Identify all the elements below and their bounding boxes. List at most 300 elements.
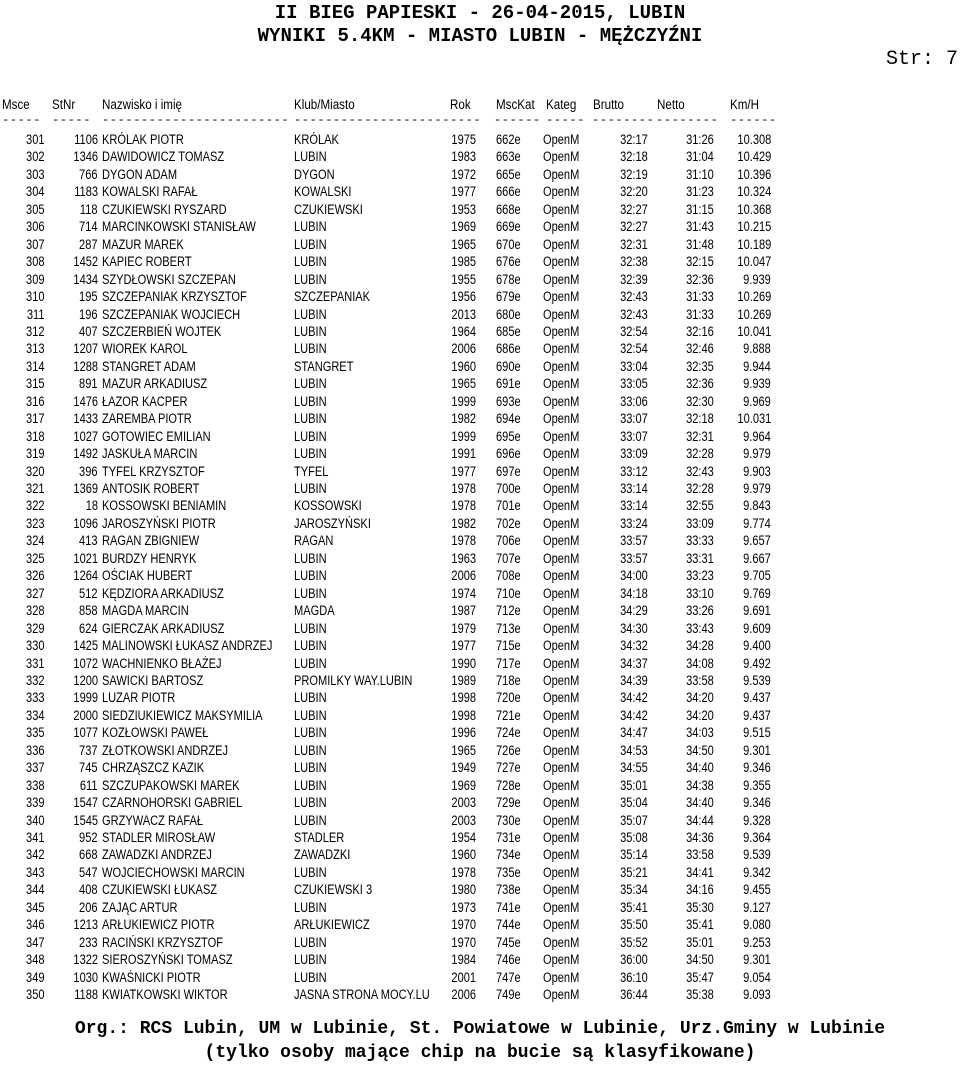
cell-gross-time: 33:04 (620, 358, 648, 374)
cell-place: 336 (26, 742, 45, 758)
cell-gross-time: 35:41 (620, 899, 648, 915)
cell-gross-time: 32:39 (620, 271, 648, 287)
table-header (0, 96, 960, 113)
cell-speed: 9.342 (743, 864, 771, 880)
cell-year: 1977 (451, 638, 476, 653)
cell-net-time: 34:40 (686, 795, 714, 811)
cell-category: OpenM (543, 655, 580, 671)
cell-speed: 10.269 (737, 306, 771, 322)
cell-net-time: 35:38 (686, 987, 714, 1002)
cell-category-place: 693e (496, 393, 521, 409)
cell-gross-time: 34:53 (620, 742, 648, 758)
cell-year: 1965 (451, 236, 476, 252)
cell-category-place: 666e (496, 184, 521, 200)
cell-place: 310 (26, 289, 45, 304)
cell-category-place: 679e (496, 289, 521, 304)
cell-speed: 9.355 (743, 777, 771, 793)
cell-category: OpenM (543, 952, 580, 968)
cell-gross-time: 32:20 (620, 184, 648, 200)
cell-club: LUBIN (294, 690, 327, 706)
cell-category-place: 749e (496, 987, 521, 1002)
cell-year: 1982 (451, 515, 476, 531)
cell-club: STADLER (294, 830, 345, 845)
cell-speed: 9.769 (743, 585, 771, 601)
cell-category: OpenM (543, 725, 580, 741)
cell-year: 1980 (451, 882, 476, 898)
cell-net-time: 31:10 (686, 166, 714, 182)
cell-place: 308 (26, 254, 45, 270)
cell-year: 1999 (451, 428, 476, 444)
cell-name: SAWICKI BARTOSZ (102, 672, 204, 688)
cell-name: ZŁOTKOWSKI ANDRZEJ (102, 742, 229, 758)
cell-speed: 10.189 (737, 236, 771, 252)
cell-club: LUBIN (294, 760, 327, 776)
cell-start-number: 512 (79, 585, 98, 601)
cell-category-place: 734e (496, 847, 521, 863)
table-row (0, 707, 960, 724)
cell-gross-time: 35:01 (620, 777, 648, 793)
cell-year: 1985 (451, 254, 476, 270)
cell-year: 1974 (451, 585, 476, 601)
cell-net-time: 32:36 (686, 376, 714, 392)
cell-start-number: 1213 (73, 917, 98, 933)
table-row (0, 428, 960, 445)
header-club: Klub/Miasto (294, 97, 355, 112)
cell-net-time: 32:55 (686, 498, 714, 514)
cell-category-place: 663e (496, 149, 521, 165)
cell-gross-time: 34:39 (620, 672, 648, 688)
cell-net-time: 35:47 (686, 969, 714, 985)
cell-club: JASNA STRONA MOCY.LU (294, 987, 430, 1002)
cell-name: KWIATKOWSKI WIKTOR (102, 987, 228, 1002)
cell-year: 1965 (451, 376, 476, 392)
cell-gross-time: 32:54 (620, 323, 648, 339)
table-row (0, 812, 960, 829)
cell-place: 314 (26, 358, 45, 374)
cell-club: LUBIN (294, 411, 327, 427)
cell-category: OpenM (543, 550, 580, 566)
cell-category: OpenM (543, 760, 580, 776)
cell-start-number: 1425 (73, 638, 98, 653)
cell-net-time: 35:01 (686, 934, 714, 950)
cell-start-number: 413 (79, 533, 98, 549)
cell-category-place: 726e (496, 742, 521, 758)
cell-gross-time: 32:27 (620, 219, 648, 235)
table-row (0, 463, 960, 480)
cell-year: 1960 (451, 358, 476, 374)
cell-category-place: 676e (496, 254, 521, 270)
cell-club: RAGAN (294, 533, 334, 549)
cell-speed: 9.400 (743, 638, 771, 653)
cell-year: 1999 (451, 393, 476, 409)
cell-speed: 9.939 (743, 376, 771, 392)
cell-club: STANGRET (294, 358, 354, 374)
cell-place: 338 (26, 777, 45, 793)
cell-speed: 9.492 (743, 655, 771, 671)
cell-start-number: 1200 (73, 672, 98, 688)
cell-category: OpenM (543, 742, 580, 758)
separator: ---- (450, 113, 482, 127)
cell-category: OpenM (543, 795, 580, 811)
cell-gross-time: 36:44 (620, 987, 648, 1002)
cell-category-place: 720e (496, 690, 521, 706)
header-year: Rok (450, 97, 471, 112)
header-gross-time: Brutto (593, 97, 624, 112)
cell-category-place: 712e (496, 603, 521, 619)
cell-net-time: 35:30 (686, 899, 714, 915)
cell-speed: 9.346 (743, 795, 771, 811)
cell-year: 2001 (451, 969, 476, 985)
cell-net-time: 34:28 (686, 638, 714, 653)
table-row (0, 672, 960, 689)
cell-start-number: 1288 (73, 358, 98, 374)
table-row (0, 881, 960, 898)
cell-year: 1979 (451, 620, 476, 636)
cell-year: 1987 (451, 603, 476, 619)
cell-gross-time: 32:17 (620, 132, 648, 147)
cell-year: 1953 (451, 201, 476, 217)
cell-category-place: 686e (496, 341, 521, 357)
cell-name: WIOREK KAROL (102, 341, 188, 357)
table-row (0, 969, 960, 986)
cell-category: OpenM (543, 620, 580, 636)
cell-category: OpenM (543, 812, 580, 828)
cell-start-number: 1492 (73, 446, 98, 462)
cell-name: MALINOWSKI ŁUKASZ ANDRZEJ (102, 638, 273, 653)
cell-year: 1972 (451, 166, 476, 182)
cell-category-place: 741e (496, 899, 521, 915)
cell-gross-time: 33:09 (620, 446, 648, 462)
cell-gross-time: 34:32 (620, 638, 648, 653)
table-row (0, 480, 960, 497)
cell-gross-time: 35:04 (620, 795, 648, 811)
cell-name: SZCZUPAKOWSKI MAREK (102, 777, 240, 793)
cell-year: 1975 (451, 132, 476, 147)
cell-speed: 9.609 (743, 620, 771, 636)
cell-category: OpenM (543, 393, 580, 409)
cell-place: 341 (26, 830, 45, 845)
cell-club: LUBIN (294, 620, 327, 636)
cell-name: ARŁUKIEWICZ PIOTR (102, 917, 215, 933)
cell-place: 318 (26, 428, 45, 444)
cell-net-time: 33:26 (686, 603, 714, 619)
cell-speed: 9.888 (743, 341, 771, 357)
cell-category: OpenM (543, 306, 580, 322)
cell-club: CZUKIEWSKI (294, 201, 363, 217)
cell-speed: 9.093 (743, 987, 771, 1002)
cell-year: 1964 (451, 323, 476, 339)
cell-net-time: 34:38 (686, 777, 714, 793)
cell-club: LUBIN (294, 428, 327, 444)
cell-year: 1960 (451, 847, 476, 863)
cell-category: OpenM (543, 271, 580, 287)
cell-name: ZAREMBA PIOTR (102, 411, 192, 427)
separator: -------- (592, 113, 655, 127)
cell-year: 1984 (451, 952, 476, 968)
cell-year: 2006 (451, 341, 476, 357)
cell-category: OpenM (543, 376, 580, 392)
cell-club: LUBIN (294, 481, 327, 496)
cell-category-place: 685e (496, 323, 521, 339)
cell-category-place: 715e (496, 638, 521, 653)
cell-place: 339 (26, 795, 45, 811)
cell-year: 1991 (451, 446, 476, 462)
cell-start-number: 1433 (73, 411, 98, 427)
cell-place: 328 (26, 603, 45, 619)
cell-net-time: 32:28 (686, 446, 714, 462)
cell-category: OpenM (543, 236, 580, 252)
cell-start-number: 858 (79, 603, 98, 619)
cell-speed: 10.429 (737, 149, 771, 165)
separator: ------------------------ (102, 113, 290, 127)
cell-net-time: 34:50 (686, 742, 714, 758)
cell-name: WACHNIENKO BŁAŻEJ (102, 655, 222, 671)
cell-start-number: 737 (79, 742, 98, 758)
cell-category-place: 746e (496, 952, 521, 968)
cell-place: 340 (26, 812, 45, 828)
cell-start-number: 745 (79, 760, 98, 776)
cell-club: LUBIN (294, 323, 327, 339)
cell-net-time: 34:40 (686, 760, 714, 776)
table-row (0, 916, 960, 933)
cell-category: OpenM (543, 934, 580, 950)
page-title: II BIEG PAPIESKI - 26-04-2015, LUBIN (274, 2, 686, 24)
cell-name: DAWIDOWICZ TOMASZ (102, 149, 225, 165)
cell-place: 348 (26, 952, 45, 968)
cell-category-place: 696e (496, 446, 521, 462)
cell-name: CZUKIEWSKI RYSZARD (102, 201, 227, 217)
cell-net-time: 32:46 (686, 341, 714, 357)
cell-club: CZUKIEWSKI 3 (294, 882, 373, 898)
cell-category: OpenM (543, 219, 580, 235)
cell-start-number: 1264 (73, 568, 98, 584)
cell-club: LUBIN (294, 568, 327, 584)
cell-category-place: 730e (496, 812, 521, 828)
page-number: Str: 7 (885, 48, 958, 71)
table-row (0, 306, 960, 323)
cell-category-place: 670e (496, 236, 521, 252)
cell-name: KRÓLAK PIOTR (102, 132, 184, 147)
cell-place: 342 (26, 847, 45, 863)
table-row (0, 497, 960, 514)
cell-speed: 9.364 (743, 830, 771, 845)
cell-place: 301 (26, 132, 45, 147)
cell-net-time: 34:44 (686, 812, 714, 828)
cell-gross-time: 35:07 (620, 812, 648, 828)
cell-category: OpenM (543, 201, 580, 217)
cell-name: MAZUR ARKADIUSZ (102, 376, 208, 392)
cell-club: LUBIN (294, 707, 327, 723)
cell-speed: 9.979 (743, 446, 771, 462)
cell-club: LUBIN (294, 655, 327, 671)
cell-category-place: 729e (496, 795, 521, 811)
cell-category-place: 691e (496, 376, 521, 392)
cell-start-number: 1452 (73, 254, 98, 270)
cell-gross-time: 35:14 (620, 847, 648, 863)
cell-name: GIERCZAK ARKADIUSZ (102, 620, 225, 636)
cell-start-number: 1183 (74, 184, 98, 200)
cell-category: OpenM (543, 899, 580, 915)
cell-year: 1969 (451, 219, 476, 235)
separator: -------------------- (294, 113, 451, 127)
cell-place: 350 (26, 987, 45, 1002)
cell-gross-time: 33:06 (620, 393, 648, 409)
cell-net-time: 33:31 (686, 550, 714, 566)
cell-place: 344 (26, 882, 45, 898)
cell-category-place: 680e (496, 306, 521, 322)
cell-place: 323 (26, 515, 45, 531)
cell-speed: 9.944 (743, 358, 771, 374)
cell-net-time: 32:31 (686, 428, 714, 444)
cell-category-place: 690e (496, 358, 521, 374)
table-row (0, 271, 960, 288)
cell-year: 1978 (451, 481, 476, 496)
cell-start-number: 952 (79, 830, 98, 845)
cell-category: OpenM (543, 463, 580, 479)
table-row (0, 253, 960, 270)
cell-speed: 10.047 (737, 254, 771, 270)
cell-club: DYGON (294, 166, 335, 182)
table-row (0, 410, 960, 427)
cell-gross-time: 32:19 (620, 166, 648, 182)
cell-category-place: 708e (496, 568, 521, 584)
cell-gross-time: 34:42 (620, 690, 648, 706)
cell-name: ŁAZOR KACPER (102, 393, 188, 409)
table-row (0, 655, 960, 672)
page-subtitle: WYNIKI 5.4KM - MIASTO LUBIN - MĘŻCZYŹNI (257, 25, 703, 47)
cell-place: 306 (26, 219, 45, 235)
cell-net-time: 32:35 (686, 358, 714, 374)
cell-place: 347 (26, 934, 45, 950)
cell-category-place: 724e (496, 725, 521, 741)
cell-category: OpenM (543, 149, 580, 165)
cell-category-place: 694e (496, 411, 521, 427)
cell-speed: 9.253 (743, 934, 771, 950)
cell-start-number: 1207 (73, 341, 98, 357)
cell-speed: 10.215 (737, 219, 771, 235)
cell-start-number: 1547 (73, 795, 98, 811)
cell-start-number: 611 (80, 777, 98, 793)
separator: -------- (656, 113, 719, 127)
cell-name: STADLER MIROSŁAW (102, 830, 216, 845)
cell-name: RAGAN ZBIGNIEW (102, 533, 200, 549)
cell-place: 337 (26, 760, 45, 776)
cell-start-number: 287 (79, 236, 98, 252)
cell-category-place: 701e (496, 498, 521, 514)
cell-gross-time: 34:42 (620, 707, 648, 723)
table-row (0, 951, 960, 968)
cell-speed: 9.437 (743, 707, 771, 723)
cell-start-number: 1072 (73, 655, 98, 671)
cell-year: 1990 (451, 655, 476, 671)
table-row (0, 323, 960, 340)
cell-place: 307 (26, 236, 45, 252)
cell-category: OpenM (543, 289, 580, 304)
cell-category-place: 731e (496, 830, 521, 845)
table-row (0, 532, 960, 549)
cell-speed: 9.539 (743, 847, 771, 863)
cell-category: OpenM (543, 690, 580, 706)
cell-place: 349 (26, 969, 45, 985)
cell-start-number: 1545 (73, 812, 98, 828)
cell-club: LUBIN (294, 341, 327, 357)
cell-category: OpenM (543, 969, 580, 985)
cell-category-place: 697e (496, 463, 521, 479)
cell-gross-time: 35:50 (620, 917, 648, 933)
cell-gross-time: 32:43 (620, 289, 648, 304)
cell-net-time: 31:33 (686, 306, 714, 322)
cell-category-place: 727e (496, 760, 521, 776)
cell-speed: 9.969 (743, 393, 771, 409)
cell-category: OpenM (543, 323, 580, 339)
cell-place: 322 (26, 498, 45, 514)
table-row (0, 218, 960, 235)
cell-gross-time: 34:30 (620, 620, 648, 636)
cell-start-number: 1021 (73, 550, 98, 566)
table-row (0, 777, 960, 794)
table-row (0, 393, 960, 410)
cell-place: 309 (26, 271, 45, 287)
cell-net-time: 31:04 (686, 149, 714, 165)
header-name: Nazwisko i imię (102, 97, 183, 112)
cell-name: MAGDA MARCIN (102, 603, 189, 619)
cell-club: LUBIN (294, 742, 327, 758)
cell-year: 1970 (451, 934, 476, 950)
table-row (0, 846, 960, 863)
cell-name: ZAJĄC ARTUR (102, 899, 178, 915)
cell-net-time: 31:23 (686, 184, 714, 200)
cell-place: 332 (26, 672, 45, 688)
cell-name: SZCZEPANIAK WOJCIECH (102, 306, 241, 322)
cell-category-place: 668e (496, 201, 521, 217)
cell-category: OpenM (543, 446, 580, 462)
cell-club: LUBIN (294, 219, 327, 235)
cell-net-time: 31:26 (686, 132, 714, 147)
cell-year: 1949 (451, 760, 476, 776)
table-row (0, 620, 960, 637)
cell-gross-time: 32:38 (620, 254, 648, 270)
cell-category-place: 721e (496, 707, 521, 723)
cell-club: LUBIN (294, 777, 327, 793)
cell-name: SIEDZIUKIEWICZ MAKSYMILIA (102, 707, 263, 723)
cell-gross-time: 34:00 (620, 568, 648, 584)
cell-club: LUBIN (294, 934, 327, 950)
cell-club: LUBIN (294, 812, 327, 828)
header-speed: Km/H (730, 97, 760, 112)
cell-category: OpenM (543, 585, 580, 601)
cell-category-place: 713e (496, 620, 521, 636)
cell-club: LUBIN (294, 149, 327, 165)
cell-speed: 9.939 (743, 271, 771, 287)
organizers-footer: Org.: RCS Lubin, UM w Lubinie, St. Powiatowe w Lubinie, Urz.Gminy w Lubinie (74, 1019, 886, 1039)
cell-category-place: 700e (496, 481, 521, 496)
table-row (0, 986, 960, 1003)
cell-start-number: 547 (79, 864, 98, 880)
cell-speed: 10.308 (737, 132, 771, 147)
cell-net-time: 34:16 (686, 882, 714, 898)
cell-gross-time: 33:57 (620, 533, 648, 549)
cell-category-place: 735e (496, 864, 521, 880)
cell-net-time: 33:58 (686, 847, 714, 863)
cell-name: WOJCIECHOWSKI MARCIN (102, 864, 245, 880)
cell-speed: 10.368 (737, 201, 771, 217)
cell-category-place: 717e (496, 655, 521, 671)
cell-place: 303 (26, 166, 45, 182)
table-row (0, 689, 960, 706)
header-category-place: MscKat (496, 97, 535, 112)
cell-year: 1970 (451, 917, 476, 933)
cell-speed: 9.843 (743, 498, 771, 514)
